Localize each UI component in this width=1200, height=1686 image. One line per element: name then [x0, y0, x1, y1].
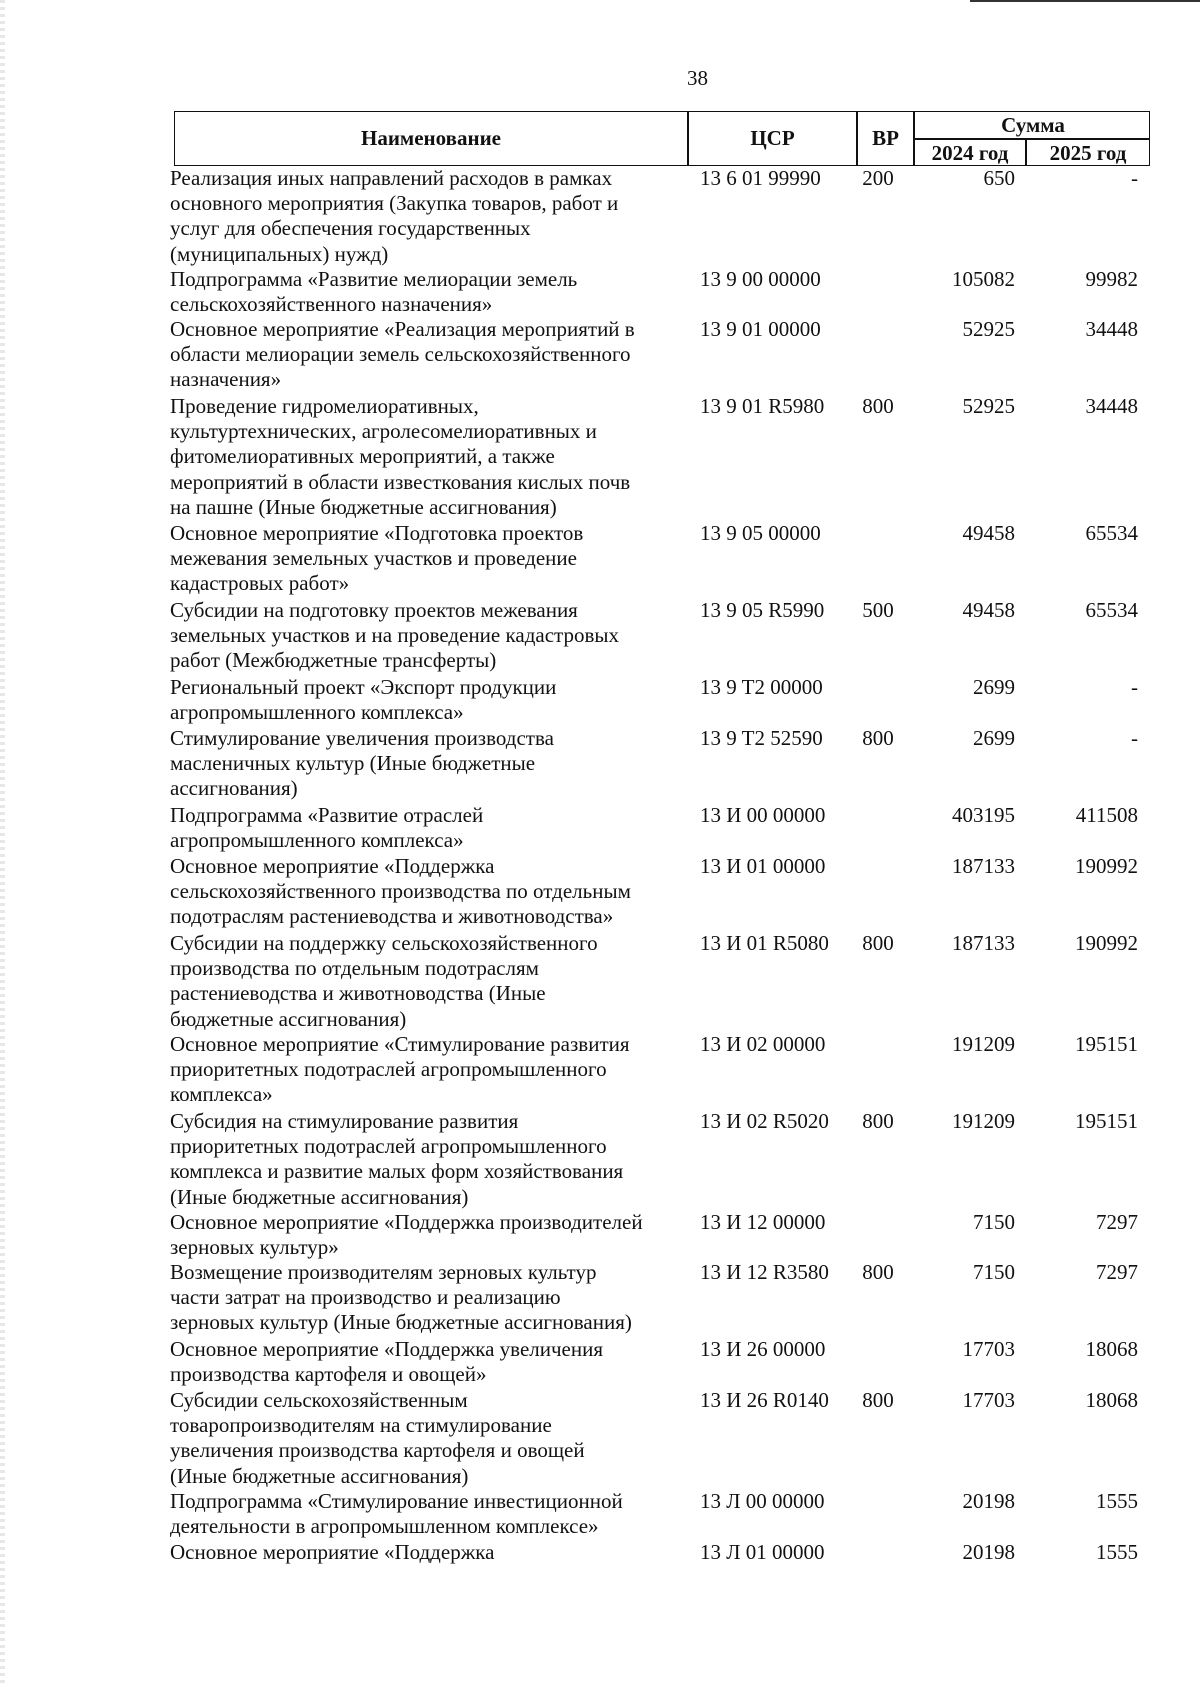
header-name: Наименование	[361, 126, 501, 150]
row-sum-2025: 34448	[1085, 317, 1138, 341]
row-sum-2024: 52925	[962, 394, 1015, 418]
row-csr: 13 6 01 99990	[700, 166, 821, 190]
row-name: Субсидии сельскохозяйственным товаропроизводителям на стимулирование увеличения производства картофеля и овощей (Иные бюджетные ассигнования)	[170, 1388, 585, 1488]
header-divider	[913, 138, 1149, 140]
row-sum-2024: 191209	[952, 1032, 1015, 1056]
row-name: Подпрограмма «Развитие отраслей агропромышленного комплекса»	[170, 803, 484, 853]
row-sum-2024: 650	[983, 166, 1015, 190]
row-name: Возмещение производителям зерновых культур части затрат на производство и реализацию зерновых культур (Иные бюджетные ассигнования)	[170, 1260, 632, 1335]
row-csr: 13 И 01 R5080	[700, 931, 829, 955]
table-row	[0, 803, 1200, 853]
table-row	[0, 317, 1200, 393]
row-sum-2024: 403195	[952, 803, 1015, 827]
table-header	[174, 111, 1150, 166]
row-sum-2025: 34448	[1085, 394, 1138, 418]
row-name: Проведение гидромелиоративных, культуртехнических, агролесомелиоративных и фитомелиоративных мероприятий, а также мероприятий в области известкования кислых почв на пашне (Иные бюджетные ассигнования)	[170, 394, 631, 519]
table-row	[0, 1109, 1200, 1210]
row-sum-2025: 411508	[1075, 803, 1138, 827]
row-sum-2025: 18068	[1085, 1337, 1138, 1361]
row-sum-2024: 17703	[962, 1337, 1015, 1361]
row-sum-2025: 1555	[1096, 1489, 1138, 1513]
row-csr: 13 Л 01 00000	[700, 1540, 825, 1564]
row-csr: 13 9 T2 52590	[700, 726, 823, 750]
row-vr: 800	[862, 1109, 894, 1133]
row-csr: 13 9 01 00000	[700, 317, 821, 341]
table-row	[0, 1388, 1200, 1489]
row-sum-2025: 190992	[1075, 931, 1138, 955]
row-csr: 13 И 12 R3580	[700, 1260, 829, 1284]
table-row	[0, 1210, 1200, 1260]
row-vr: 800	[862, 726, 894, 750]
row-sum-2025: -	[1131, 166, 1138, 190]
row-name: Основное мероприятие «Поддержка сельскохозяйственного производства по отдельным подотраслям растениеводства и животноводства»	[170, 854, 631, 929]
row-csr: 13 И 26 00000	[700, 1337, 826, 1361]
row-sum-2024: 49458	[962, 598, 1015, 622]
row-name: Основное мероприятие «Стимулирование развития приоритетных подотраслей агропромышленного комплекса»	[170, 1032, 630, 1107]
row-sum-2025: 99982	[1085, 267, 1138, 291]
header-vr: ВР	[872, 126, 899, 150]
table-row	[0, 1260, 1200, 1336]
row-sum-2024: 7150	[973, 1210, 1015, 1234]
row-sum-2024: 187133	[952, 931, 1015, 955]
row-sum-2024: 7150	[973, 1260, 1015, 1284]
row-sum-2025: 7297	[1096, 1260, 1138, 1284]
row-csr: 13 9 T2 00000	[700, 675, 823, 699]
row-name: Основное мероприятие «Реализация мероприятий в области мелиорации земель сельскохозяйственного назначения»	[170, 317, 635, 392]
row-name: Субсидии на подготовку проектов межевания земельных участков и на проведение кадастровых работ (Межбюджетные трансферты)	[170, 598, 619, 673]
row-sum-2024: 105082	[952, 267, 1015, 291]
row-csr: 13 И 12 00000	[700, 1210, 826, 1234]
row-csr: 13 И 26 R0140	[700, 1388, 829, 1412]
table-row	[0, 394, 1200, 520]
row-name: Основное мероприятие «Поддержка увеличения производства картофеля и овощей»	[170, 1337, 604, 1387]
top-edge-rule	[970, 0, 1200, 2]
row-sum-2025: 65534	[1085, 521, 1138, 545]
row-sum-2024: 191209	[952, 1109, 1015, 1133]
row-csr: 13 И 02 00000	[700, 1032, 826, 1056]
row-csr: 13 9 05 R5990	[700, 598, 825, 622]
row-vr: 800	[862, 1260, 894, 1284]
row-csr: 13 И 01 00000	[700, 854, 826, 878]
row-name: Основное мероприятие «Поддержка	[170, 1540, 495, 1564]
row-sum-2024: 20198	[962, 1489, 1015, 1513]
row-sum-2024: 20198	[962, 1540, 1015, 1564]
row-sum-2025: 195151	[1075, 1032, 1138, 1056]
header-2025: 2025 год	[1049, 141, 1127, 165]
table-row	[0, 598, 1200, 674]
row-vr: 800	[862, 931, 894, 955]
table-row	[0, 1540, 1200, 1565]
row-name: Субсидии на поддержку сельскохозяйственного производства по отдельным подотраслям растениеводства и животноводства (Иные бюджетные ассигнования)	[170, 931, 598, 1031]
row-csr: 13 И 02 R5020	[700, 1109, 829, 1133]
header-csr: ЦСР	[750, 126, 795, 150]
row-csr: 13 И 00 00000	[700, 803, 826, 827]
table-row	[0, 521, 1200, 597]
row-vr: 800	[862, 394, 894, 418]
page-number: 38	[687, 66, 708, 90]
row-sum-2024: 17703	[962, 1388, 1015, 1412]
row-name: Стимулирование увеличения производства масленичных культур (Иные бюджетные ассигнования)	[170, 726, 554, 801]
row-vr: 200	[862, 166, 894, 190]
row-name: Основное мероприятие «Подготовка проектов межевания земельных участков и проведение кадастровых работ»	[170, 521, 584, 596]
row-sum-2025: 190992	[1075, 854, 1138, 878]
table-row	[0, 166, 1200, 267]
table-row	[0, 1337, 1200, 1387]
table-row	[0, 267, 1200, 317]
row-name: Субсидия на стимулирование развития приоритетных подотраслей агропромышленного комплекса и развитие малых форм хозяйствования (Иные бюджетные ассигнования)	[170, 1109, 624, 1209]
row-csr: 13 9 00 00000	[700, 267, 821, 291]
row-sum-2025: 65534	[1085, 598, 1138, 622]
row-sum-2024: 49458	[962, 521, 1015, 545]
header-sum: Сумма	[1001, 113, 1065, 137]
row-name: Подпрограмма «Стимулирование инвестиционной деятельности в агропромышленном комплексе»	[170, 1489, 623, 1539]
row-vr: 800	[862, 1388, 894, 1412]
row-sum-2024: 52925	[962, 317, 1015, 341]
table-row	[0, 675, 1200, 725]
row-sum-2025: 195151	[1075, 1109, 1138, 1133]
row-sum-2024: 2699	[973, 675, 1015, 699]
table-row	[0, 1489, 1200, 1539]
row-sum-2025: -	[1131, 675, 1138, 699]
row-sum-2025: -	[1131, 726, 1138, 750]
row-name: Основное мероприятие «Поддержка производителей зерновых культур»	[170, 1210, 643, 1260]
table-row	[0, 1032, 1200, 1108]
row-csr: 13 9 01 R5980	[700, 394, 825, 418]
row-name: Подпрограмма «Развитие мелиорации земель сельскохозяйственного назначения»	[170, 267, 578, 317]
row-csr: 13 Л 00 00000	[700, 1489, 825, 1513]
table-row	[0, 854, 1200, 930]
row-sum-2025: 18068	[1085, 1388, 1138, 1412]
row-name: Реализация иных направлений расходов в рамках основного мероприятия (Закупка товаров, работ и услуг для обеспечения государственных (муниципальных) нужд)	[170, 166, 619, 266]
header-2024: 2024 год	[931, 141, 1009, 165]
table-row	[0, 726, 1200, 802]
row-vr: 500	[862, 598, 894, 622]
row-sum-2024: 2699	[973, 726, 1015, 750]
row-sum-2024: 187133	[952, 854, 1015, 878]
row-sum-2025: 7297	[1096, 1210, 1138, 1234]
row-sum-2025: 1555	[1096, 1540, 1138, 1564]
table-row	[0, 931, 1200, 1032]
row-csr: 13 9 05 00000	[700, 521, 821, 545]
row-name: Региональный проект «Экспорт продукции агропромышленного комплекса»	[170, 675, 557, 725]
